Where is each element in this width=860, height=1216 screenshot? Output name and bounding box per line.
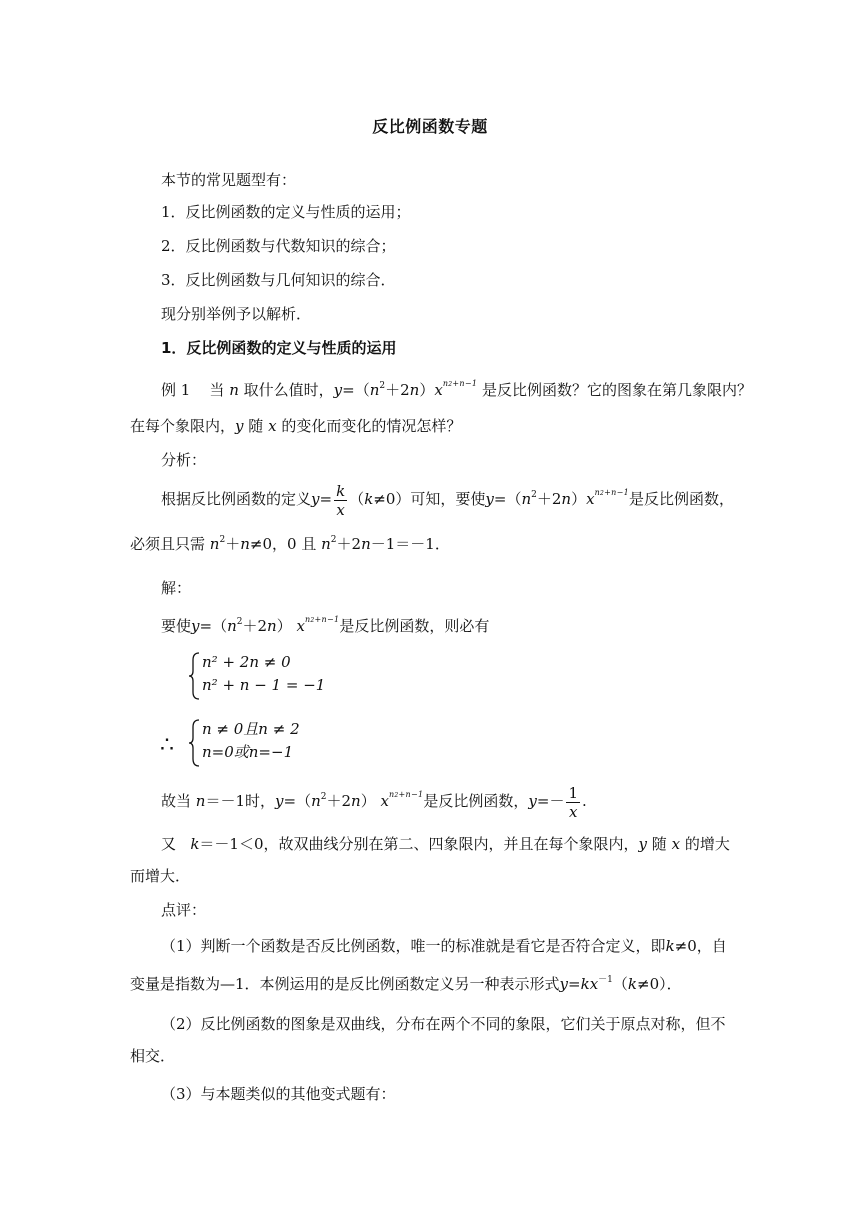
- solution-line-1: 要使$y=(n^2+2n)$ $x^{n2+n-1}$是反比例函数，则必有: [161, 615, 490, 635]
- comment-2-line-2: 相交．: [130, 1047, 176, 1065]
- example-line-2: 在每个象限内，y 随 x 的变化而变化的情况怎样？: [130, 417, 462, 435]
- list-item-1: 1．反比例函数的定义与性质的运用；: [161, 203, 411, 221]
- also-line-2: 而增大．: [130, 867, 191, 885]
- intro-text: 本节的常见题型有：: [161, 171, 297, 189]
- example-text-b: 取什么值时，: [243, 381, 334, 399]
- equation-system-1: [188, 651, 348, 701]
- example-text-c: 是反比例函数？它的图象在第几象限内？: [482, 381, 753, 399]
- solution-label: 解：: [161, 579, 192, 597]
- system1-row-1: n² + 2n ≠ 0: [202, 653, 291, 671]
- fraction-1-over-x: $\frac{1}{x}$: [568, 783, 579, 821]
- list-item-2: 2．反比例函数与代数知识的综合；: [161, 237, 396, 255]
- therefore-symbol: ∴: [160, 733, 174, 758]
- page-title: 反比例函数专题: [372, 117, 488, 136]
- conclusion-line: 故当 n＝－1时，$y=(n^2+2n)$ $x^{n2+n-1}$是反比例函数，y=－ $\frac{1}{x}$ .: [161, 783, 587, 821]
- system2-row-1: n ≠ 0且n ≠ 2: [202, 720, 300, 738]
- section-heading: 1．反比例函数的定义与性质的运用: [161, 339, 397, 357]
- fraction-k-over-x: $\frac{k}{x}$: [336, 481, 346, 519]
- comment-3-line: （3）与本题类似的其他变式题有：: [161, 1085, 396, 1103]
- example-line-1: 例 1 当 n 取什么值时，$y=(n^2+2n)x^{n2+n-1}$ 是反比例函数？它的图象在第几象限内？: [161, 379, 753, 399]
- comment-label: 点评：: [161, 901, 207, 919]
- analysis-label: 分析：: [161, 451, 207, 469]
- example-label: 例 1: [161, 381, 191, 399]
- list-item-3: 3．反比例函数与几何知识的综合．: [161, 271, 396, 289]
- analysis-line-1: 根据反比例函数的定义y= $\frac{k}{x}$ （k≠0）可知，要使$y=(n^2+2n)x^{n2+n-1}$是反比例函数，: [161, 481, 735, 519]
- left-brace-icon: [188, 718, 202, 768]
- left-brace-icon: [188, 651, 202, 701]
- also-line-1: 又 k＝－1＜0，故双曲线分别在第二、四象限内，并且在每个象限内，y 随 x 的增大: [161, 835, 730, 853]
- analysis-line-2: 必须且只需 $n^2+n\ne 0$，0 且 $n^2+2n-1=-1$．: [130, 535, 450, 553]
- comment-1-line-2: 变量是指数为—1．本例运用的是反比例函数定义另一种表示形式$y=kx^{-1}(k\ne 0)$．: [130, 975, 682, 993]
- system1-row-2: n² + n − 1 = −1: [202, 676, 326, 694]
- comment-1-line-1: （1）判断一个函数是否反比例函数，唯一的标准就是看它是否符合定义，即k≠0，自: [161, 937, 727, 955]
- system2-row-2: n=0或n=−1: [202, 743, 294, 761]
- analysis-intro: 现分别举例予以解析．: [161, 305, 312, 323]
- comment-2-line-1: （2）反比例函数的图象是双曲线，分布在两个不同的象限，它们关于原点对称，但不: [161, 1015, 726, 1033]
- example-text-a: 当: [209, 381, 225, 399]
- equation-system-2: [188, 718, 348, 768]
